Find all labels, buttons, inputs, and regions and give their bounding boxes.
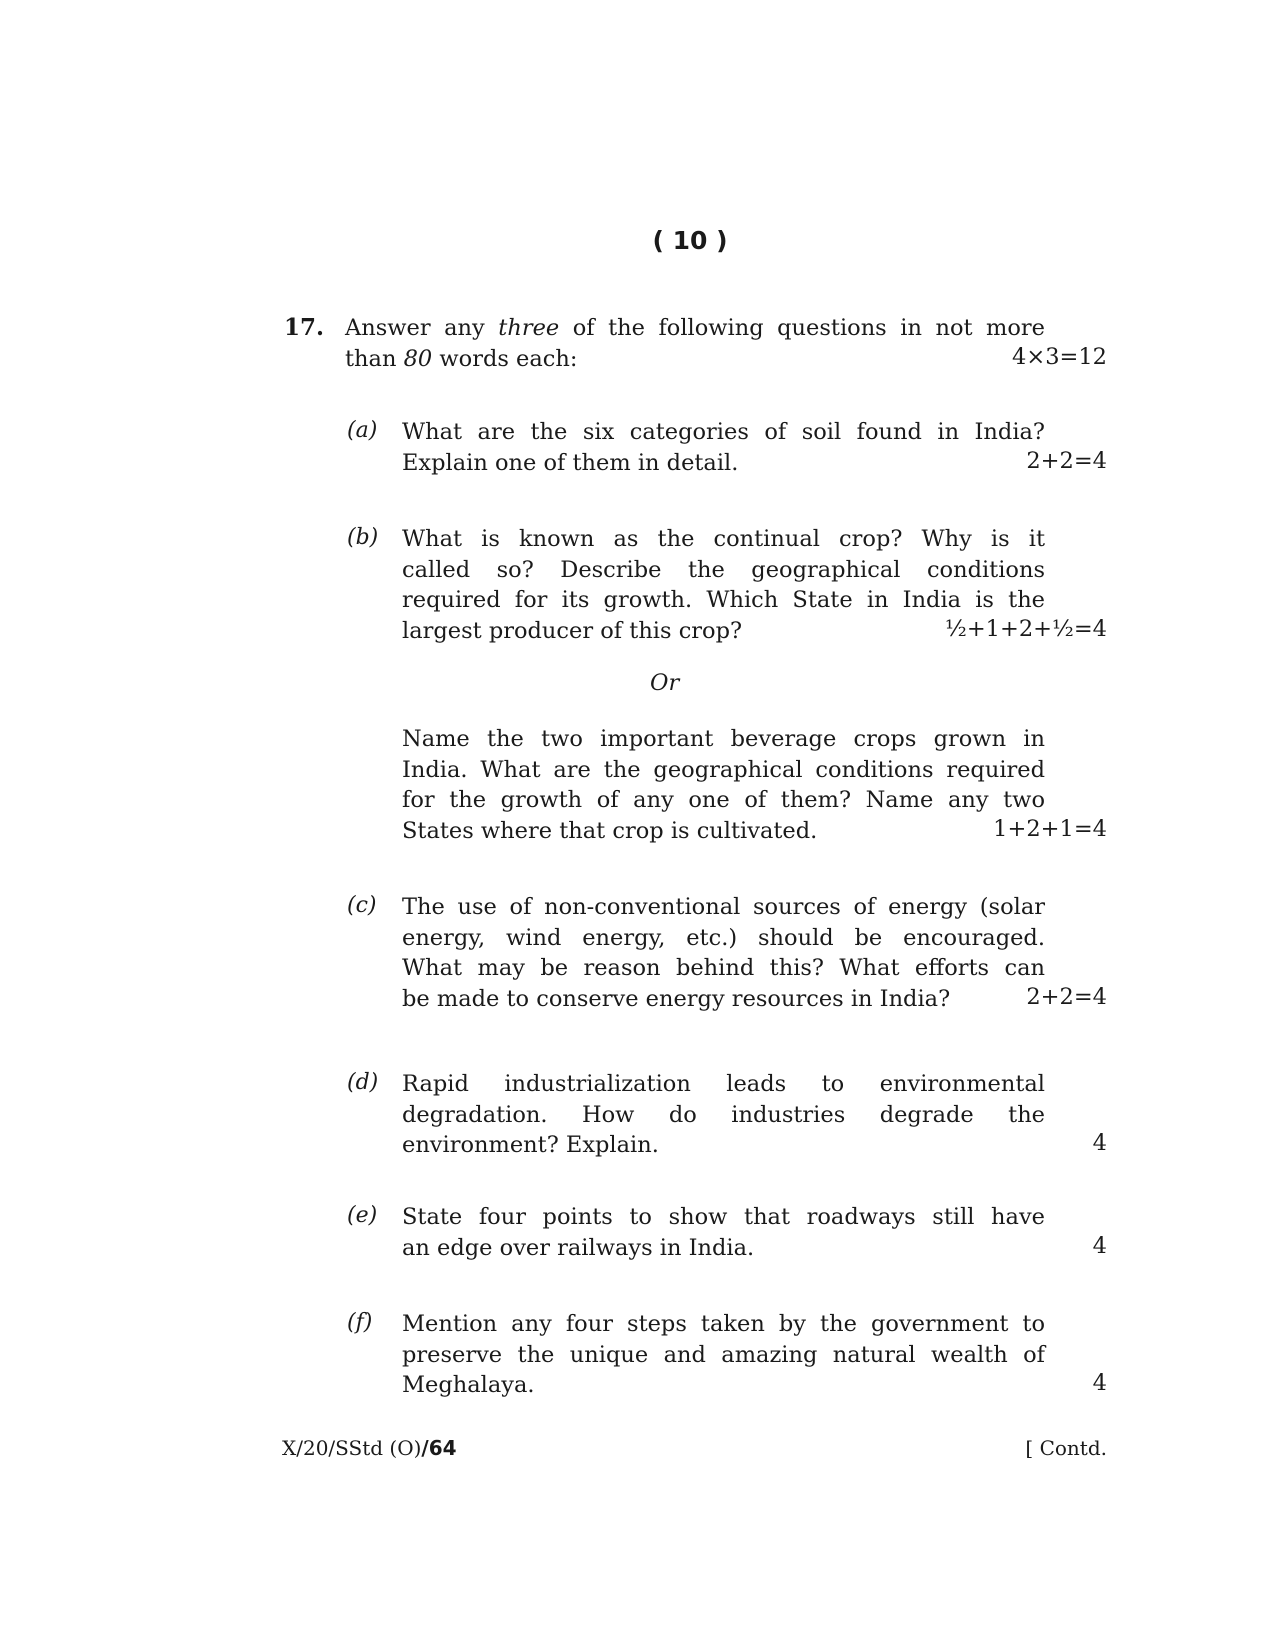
question-intro (345, 313, 1045, 374)
footer-paper-code (282, 1436, 457, 1460)
intro-text: words each: (432, 345, 578, 372)
intro-line-2 (345, 344, 1045, 375)
footer-continued: [ Contd. (1025, 1436, 1107, 1460)
part-c-line: The use of non-conventional sources of energy (solar (402, 894, 1045, 920)
part-b-alt-line: Name the two important beverage crops grown in (402, 726, 1045, 752)
or-separator: Or (650, 670, 680, 696)
part-e-line: State four points to show that roadways still have (402, 1204, 1045, 1230)
part-f-line: Mention any four steps taken by the government to (402, 1311, 1045, 1337)
part-c-line: be made to conserve energy resources in India? (402, 985, 951, 1012)
intro-emphasis: 80 (403, 345, 433, 372)
part-b-line: called so? Describe the geographical conditions (402, 556, 1045, 583)
part-a-text (402, 417, 1045, 478)
part-b-line: largest producer of this crop? (402, 617, 743, 644)
paper-code-prefix: X/20/SStd (O) (282, 1436, 422, 1460)
part-b-alt-line: States where that crop is cultivated. (402, 817, 818, 844)
part-d-line: Rapid industrialization leads to environmental (402, 1071, 1045, 1097)
page-number (0, 226, 1275, 255)
intro-text: of the following questions in not more (559, 315, 1045, 341)
intro-emphasis: three (498, 315, 560, 341)
part-d-marks: 4 (1092, 1130, 1107, 1156)
part-label-c: (c) (347, 893, 377, 918)
part-a-line: Explain one of them in detail. (402, 449, 739, 476)
part-e-text (402, 1202, 1045, 1263)
part-a-marks: 2+2=4 (1026, 448, 1107, 474)
part-label-d: (d) (347, 1070, 379, 1095)
part-f-marks: 4 (1092, 1370, 1107, 1396)
intro-text: than (345, 345, 404, 372)
part-label-b: (b) (347, 525, 379, 550)
paper-code-suffix: /64 (421, 1436, 457, 1460)
part-b-alt-line: India. What are the geographical conditions required (402, 756, 1045, 783)
question-number: 17. (284, 314, 325, 341)
part-d-line: environment? Explain. (402, 1132, 659, 1159)
part-e-marks: 4 (1092, 1233, 1107, 1259)
part-b-alt-text (402, 724, 1045, 846)
part-e-line: an edge over railways in India. (402, 1234, 755, 1261)
part-c-line: What may be reason behind this? What efforts can (402, 955, 1045, 982)
part-label-a: (a) (347, 418, 378, 443)
part-b-marks: ½+1+2+½=4 (945, 616, 1107, 642)
part-label-e: (e) (347, 1203, 378, 1228)
intro-line-1 (345, 313, 1045, 344)
part-f-line: Meghalaya. (402, 1372, 535, 1399)
part-d-text (402, 1069, 1045, 1161)
part-a-line: What are the six categories of soil found in India? (402, 419, 1045, 445)
part-b-line: What is known as the continual crop? Why is it (402, 526, 1045, 552)
part-label-f: (f) (347, 1310, 373, 1335)
part-f-line: preserve the unique and amazing natural wealth of (402, 1341, 1045, 1368)
part-c-line: energy, wind energy, etc.) should be encouraged. (402, 924, 1045, 951)
part-b-alt-line: for the growth of any one of them? Name any two (402, 787, 1045, 814)
intro-text: Answer any (345, 315, 499, 341)
question-marks: 4×3=12 (1012, 344, 1107, 370)
part-b-alt-marks: 1+2+1=4 (993, 816, 1107, 842)
part-c-text (402, 892, 1045, 1014)
part-f-text (402, 1309, 1045, 1401)
part-b-line: required for its growth. Which State in India is the (402, 587, 1045, 614)
part-d-line: degradation. How do industries degrade the (402, 1101, 1045, 1128)
page-number-text: ( 10 ) (652, 226, 728, 255)
part-c-marks: 2+2=4 (1026, 984, 1107, 1010)
